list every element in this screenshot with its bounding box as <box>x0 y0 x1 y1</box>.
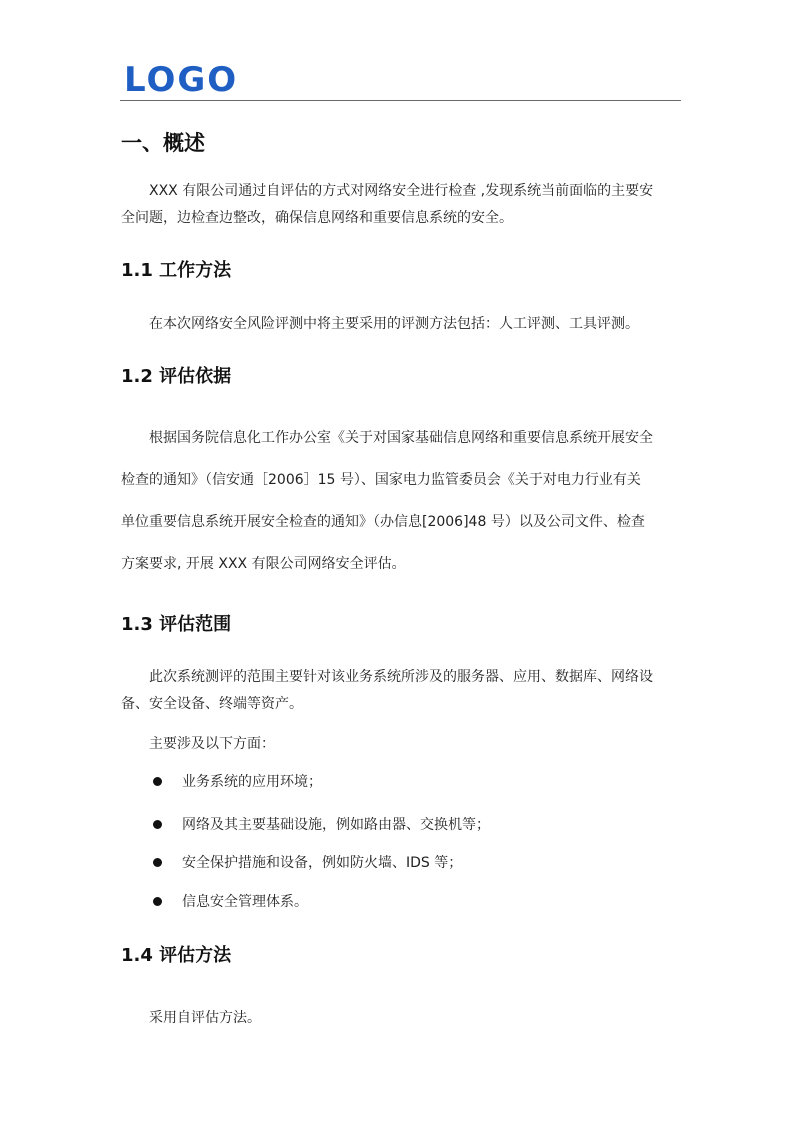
bullet-marker <box>153 897 162 906</box>
scope-bullet-item: 网络及其主要基础设施，例如路由器、交换机等； <box>182 817 490 833</box>
scope-bullet-item: 安全保护措施和设备，例如防火墙、IDS 等； <box>182 855 463 871</box>
scope-bullet-item: 信息安全管理体系。 <box>182 894 308 910</box>
work-method-paragraph: 在本次网络安全风险评测中将主要采用的评测方法包括：人工评测、工具评测。 <box>149 316 639 332</box>
basis-paragraph-line-1: 根据国务院信息化工作办公室《关于对国家基础信息网络和重要信息系统开展安全 <box>149 430 653 446</box>
section-title-basis: 1.2 评估依据 <box>121 366 232 387</box>
logo: LOGO <box>124 60 239 100</box>
basis-paragraph-line-4: 方案要求, 开展 XXX 有限公司网络安全评估。 <box>121 556 406 572</box>
basis-paragraph-line-3: 单位重要信息系统开展安全检查的通知》（办信息[2006]48 号）以及公司文件、检查 <box>121 514 645 530</box>
scope-bullet-item: 业务系统的应用环境； <box>182 774 322 790</box>
overview-paragraph-line-2: 全问题，边检查边整改，确保信息网络和重要信息系统的安全。 <box>121 210 513 226</box>
bullet-marker <box>153 858 162 867</box>
section-title-work-method: 1.1 工作方法 <box>121 260 232 281</box>
scope-paragraph-line-2: 备、安全设备、终端等资产。 <box>121 696 303 712</box>
header-divider <box>120 100 681 101</box>
bullet-marker <box>153 777 162 786</box>
scope-paragraph-line-1: 此次系统测评的范围主要针对该业务系统所涉及的服务器、应用、数据库、网络设 <box>149 669 653 685</box>
section-title-assessment-method: 1.4 评估方法 <box>121 945 232 966</box>
basis-paragraph-line-2: 检查的通知》（信安通［2006］15 号）、国家电力监管委员会《关于对电力行业有关 <box>121 472 641 488</box>
section-title-scope: 1.3 评估范围 <box>121 614 232 635</box>
bullet-marker <box>153 820 162 829</box>
scope-lead-text: 主要涉及以下方面： <box>149 736 275 752</box>
assessment-method-paragraph: 采用自评估方法。 <box>149 1010 261 1026</box>
overview-paragraph-line-1: XXX 有限公司通过自评估的方式对网络安全进行检查 ,发现系统当前面临的主要安 <box>149 183 654 199</box>
section-title-overview: 一、概述 <box>121 131 205 155</box>
